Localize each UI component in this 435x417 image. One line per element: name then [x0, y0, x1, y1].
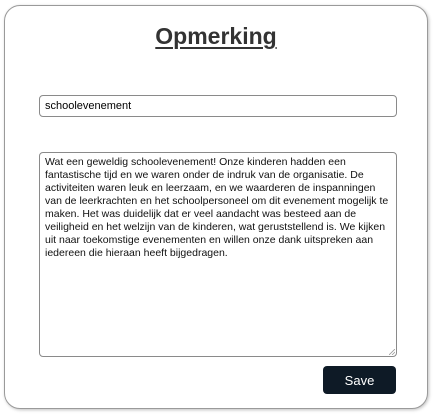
subject-input[interactable]	[39, 95, 397, 117]
form-title: Opmerking	[155, 23, 277, 49]
comment-textarea[interactable]	[39, 152, 397, 357]
save-button[interactable]: Save	[323, 366, 396, 394]
comment-form-card	[4, 5, 428, 409]
